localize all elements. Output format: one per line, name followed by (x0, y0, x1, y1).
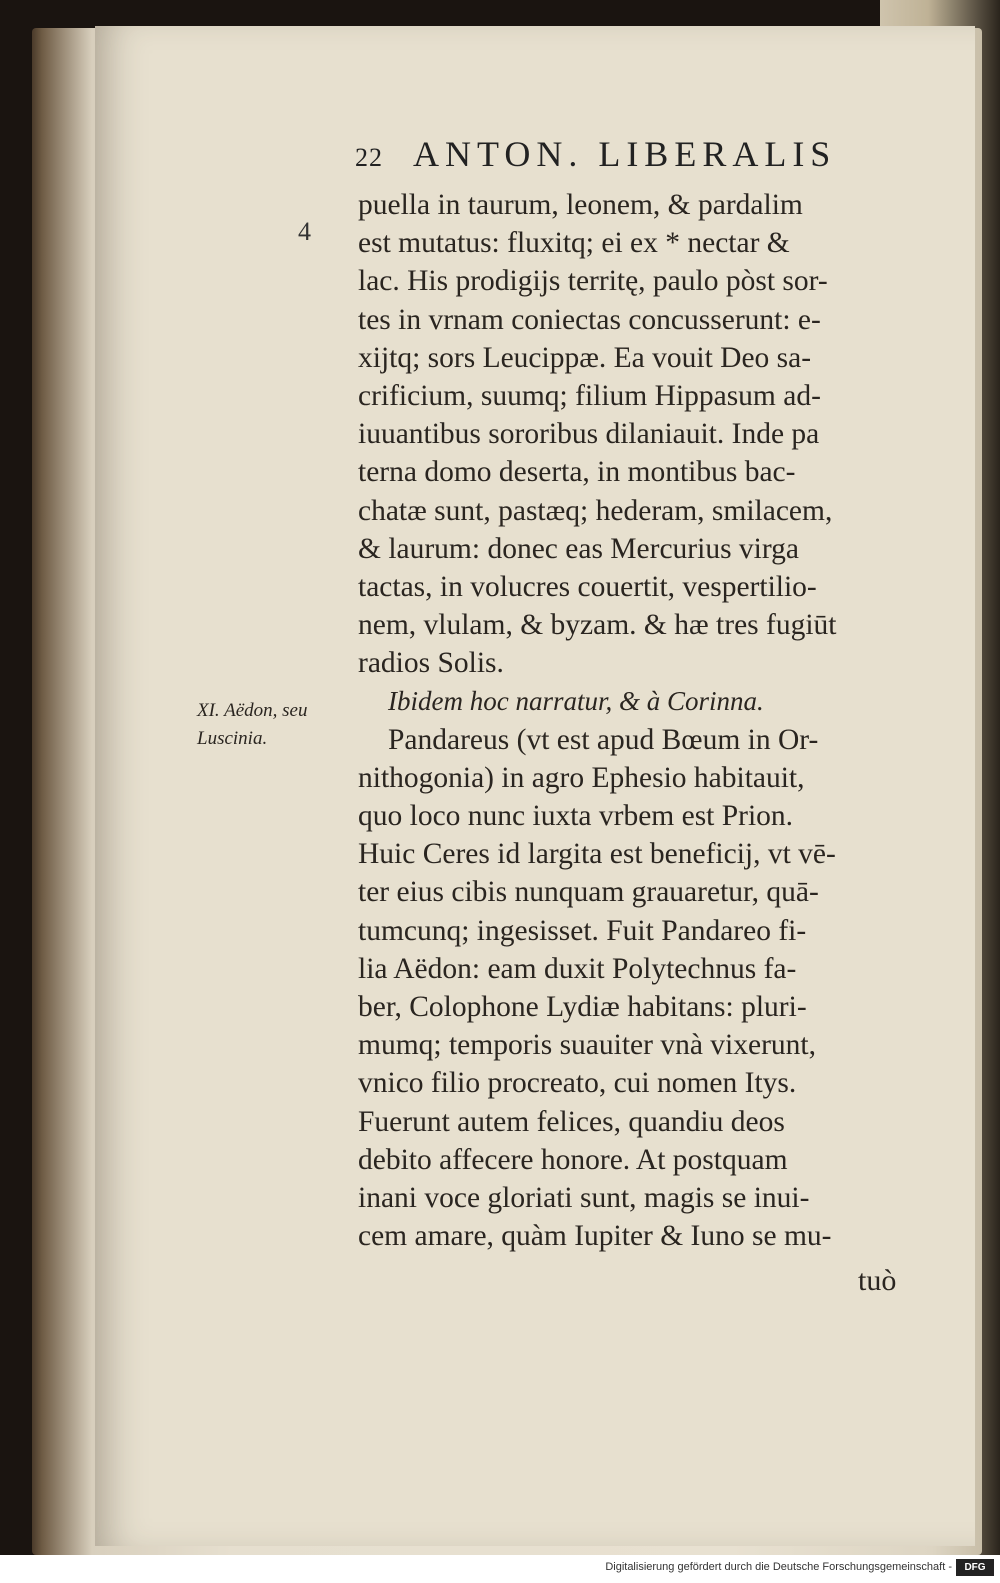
text-line: radios Solis. (358, 647, 504, 680)
text-line: debito affecere honore. At postquam (358, 1143, 788, 1176)
margin-note-line: Luscinia. (197, 728, 268, 749)
text-line: est mutatus: fluxitq; ei ex * nectar & (358, 227, 790, 260)
margin-number: 4 (298, 217, 311, 246)
text-line: Huic Ceres id largita est beneficij, vt vē- (358, 838, 836, 871)
text-line: mumq; temporis suauiter vnà vixerunt, (358, 1029, 816, 1062)
text-line: inani voce gloriati sunt, magis se inui- (358, 1181, 810, 1214)
text-line: Fuerunt autem felices, quandiu deos (358, 1105, 785, 1138)
text-line: nem, vlulam, & byzam. & hæ tres fugiūt (358, 609, 837, 642)
text-line: ber, Colophone Lydiæ habitans: pluri- (358, 990, 807, 1023)
text-line: quo loco nunc iuxta vrbem est Prion. (358, 800, 794, 832)
text-line: & laurum: donec eas Mercurius virga (358, 532, 800, 565)
text-line: puella in taurum, leonem, & pardalim (358, 189, 803, 221)
text-line: tumcunq; ingesisset. Fuit Pandareo fi- (358, 914, 807, 947)
text-line: lac. His prodigijs territę, paulo pòst sor- (358, 265, 828, 298)
dfg-logo: DFG (956, 1559, 994, 1576)
text-line: terna domo deserta, in montibus bac- (358, 456, 796, 489)
running-title: ANTON. LIBERALIS (413, 134, 837, 174)
catchword: tuò (858, 1264, 897, 1297)
text-line: Pandareus (vt est apud Bœum in Or- (388, 723, 819, 756)
text-line: lia Aëdon: eam duxit Polytechnus fa- (358, 952, 797, 985)
section-heading: Ibidem hoc narratur, & à Corinna. (388, 686, 764, 717)
text-line: cem amare, quàm Iupiter & Iuno se mu- (358, 1220, 832, 1253)
margin-note-line: XI. Aëdon, seu (197, 700, 308, 721)
margin-note (197, 697, 357, 753)
footer-bar (0, 1555, 1000, 1583)
text-line: tactas, in volucres couertit, vespertilio- (358, 570, 817, 603)
text-line: nithogonia) in agro Ephesio habitauit, (358, 761, 805, 794)
text-line: iuuantibus sororibus dilaniauit. Inde pa (358, 418, 820, 451)
text-line: tes in vrnam coniectas concusserunt: e- (358, 303, 821, 336)
text-line: ter eius cibis nunquam grauaretur, quā- (358, 876, 819, 909)
running-head (355, 133, 895, 181)
text-line: chatæ sunt, pastæq; hederam, smilacem, (358, 494, 833, 527)
funding-credit: Digitalisierung gefördert durch die Deutsche Forschungsgemeinschaft - (605, 1561, 952, 1573)
text-line: xijtq; sors Leucippæ. Ea vouit Deo sa- (358, 341, 812, 374)
text-line: crificium, suumq; filium Hippasum ad- (358, 379, 821, 412)
page-number: 22 (355, 143, 383, 172)
text-line: vnico filio procreato, cui nomen Itys. (358, 1067, 797, 1100)
body-text (358, 186, 948, 1255)
